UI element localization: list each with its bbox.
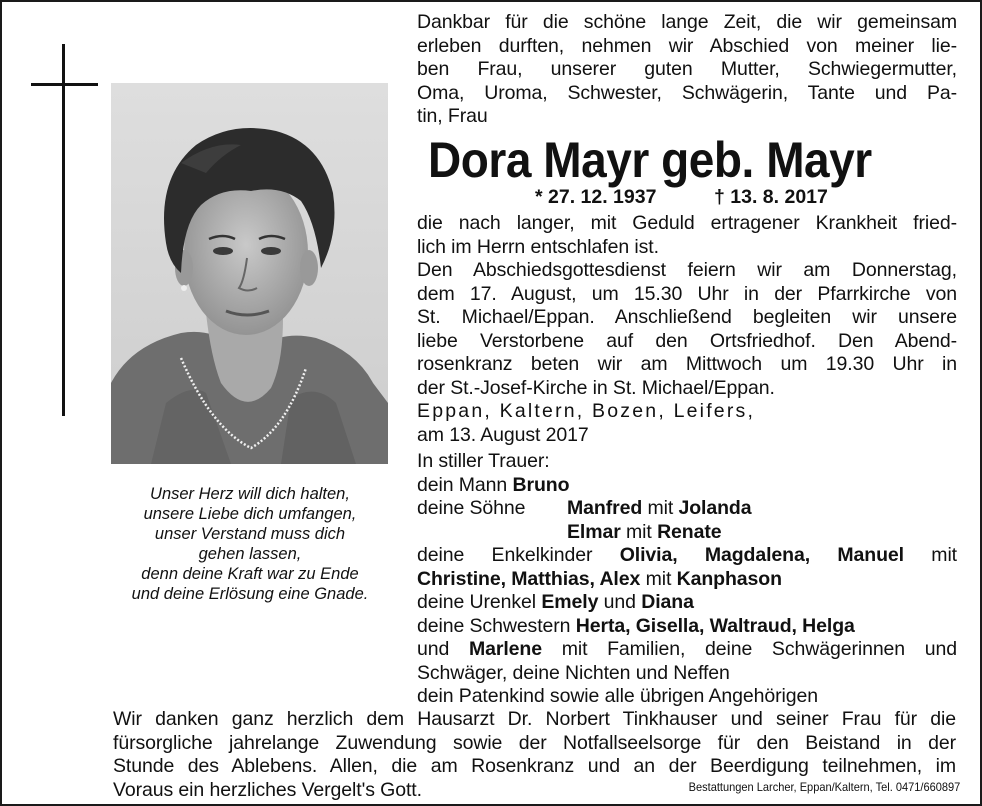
name: Christine, Matthias, Alex	[417, 567, 641, 590]
name: Emely	[541, 591, 599, 613]
name: Renate	[657, 520, 722, 543]
text: mit Familien, deine Schwägerinnen und	[561, 638, 957, 660]
connector: mit	[645, 567, 672, 590]
mourner-relatives: Schwäger, deine Nichten und Neffen	[417, 661, 730, 684]
connector: mit	[931, 544, 957, 566]
mourner-godchild: dein Patenkind sowie alle übrigen Angehörigen	[417, 685, 818, 707]
poem-line: unser Verstand muss dich	[154, 525, 346, 543]
memorial-poem	[102, 484, 398, 604]
name: Elmar	[567, 520, 621, 543]
name: Herta, Gisella, Waltraud, Helga	[575, 614, 855, 637]
connector: und	[603, 591, 636, 613]
body-line: die nach langer, mit Geduld ertragener Krankheit fried-	[417, 212, 957, 234]
connector: und	[417, 638, 450, 660]
body-line: Den Abschiedsgottesdienst feiern wir am Donnerstag,	[417, 259, 957, 281]
mourner-grandchildren-2	[417, 568, 957, 592]
poem-line: unsere Liebe dich umfangen,	[143, 505, 357, 523]
name: Marlene	[468, 638, 542, 660]
poem-line: Unser Herz will dich halten,	[150, 485, 350, 503]
deceased-name: Dora Mayr geb. Mayr	[428, 132, 872, 188]
death-date: † 13. 8. 2017	[714, 186, 828, 208]
name: Kanphason	[676, 567, 782, 590]
connector: mit	[626, 520, 652, 543]
intro-line: ben Frau, unserer guten Mutter, Schwiegermutter,	[417, 58, 957, 80]
mourning-heading: In stiller Trauer:	[417, 450, 550, 472]
thanks-line: fürsorgliche jahrelange Zuwendung sowie der Notfallseelsorge für den Beistand in der	[113, 731, 956, 754]
body-line: der St.-Josef-Kirche in St. Michael/Eppan.	[417, 376, 775, 399]
label: dein Mann	[417, 473, 508, 496]
thanks-line: Stunde des Ablebens. Allen, die am Rosenkranz und an der Beerdigung teilnehmen, im	[113, 755, 956, 777]
label: deine Enkelkinder	[417, 544, 593, 566]
body-line: lich im Herrn entschlafen ist.	[417, 235, 659, 258]
mourner-sisters-2	[417, 638, 957, 662]
poem-line: denn deine Kraft war zu Ende	[141, 565, 359, 583]
life-dates	[535, 185, 835, 209]
poem-line: gehen lassen,	[198, 545, 302, 563]
thanks-line: Voraus ein herzliches Vergelt's Gott.	[113, 778, 422, 801]
mourner-sisters	[417, 615, 957, 639]
intro-line: Oma, Uroma, Schwester, Schwägerin, Tante und Pa-	[417, 81, 957, 104]
cross-icon	[62, 44, 65, 416]
name: Olivia, Magdalena, Manuel	[619, 544, 904, 566]
connector: mit	[647, 497, 674, 519]
mourner-sons	[417, 497, 957, 521]
name: Bruno	[512, 473, 570, 496]
label: deine Söhne	[417, 497, 526, 519]
portrait-photo	[111, 83, 388, 464]
intro-line: erleben durften, nehmen wir Abschied von meiner lie-	[417, 34, 957, 57]
poem-line: und deine Erlösung eine Gnade.	[131, 585, 369, 603]
mourner-great-grandchildren	[417, 591, 957, 615]
name: Manfred	[567, 497, 643, 519]
label: deine Urenkel	[417, 591, 537, 613]
thanks-line: Wir danken ganz herzlich dem Hausarzt Dr. Norbert Tinkhauser und seiner Frau für die	[113, 708, 956, 730]
cross-icon-bar	[31, 83, 98, 86]
mourner-husband	[417, 474, 957, 498]
date-line: am 13. August 2017	[417, 423, 589, 446]
label: deine Schwestern	[417, 614, 571, 637]
mourner-grandchildren	[417, 544, 957, 568]
undertaker-credit: Bestattungen Larcher, Eppan/Kaltern, Tel. 0471/660897	[688, 780, 961, 794]
places-line: Eppan, Kaltern, Bozen, Leifers,	[417, 400, 756, 422]
intro-line: tin, Frau	[417, 105, 488, 127]
name: Jolanda	[678, 497, 752, 519]
body-line: rosenkranz beten wir am Mittwoch um 19.30 Uhr in	[417, 353, 957, 375]
birth-date: * 27. 12. 1937	[535, 186, 657, 208]
intro-line: Dankbar für die schöne lange Zeit, die wir gemeinsam	[417, 11, 957, 33]
body-line: dem 17. August, um 15.30 Uhr in der Pfarrkirche von	[417, 282, 957, 305]
body-line: liebe Verstorbene auf den Ortsfriedhof. Den Abend-	[417, 329, 957, 352]
body-line: St. Michael/Eppan. Anschließend begleiten wir unsere	[417, 306, 957, 328]
name: Diana	[641, 591, 694, 613]
